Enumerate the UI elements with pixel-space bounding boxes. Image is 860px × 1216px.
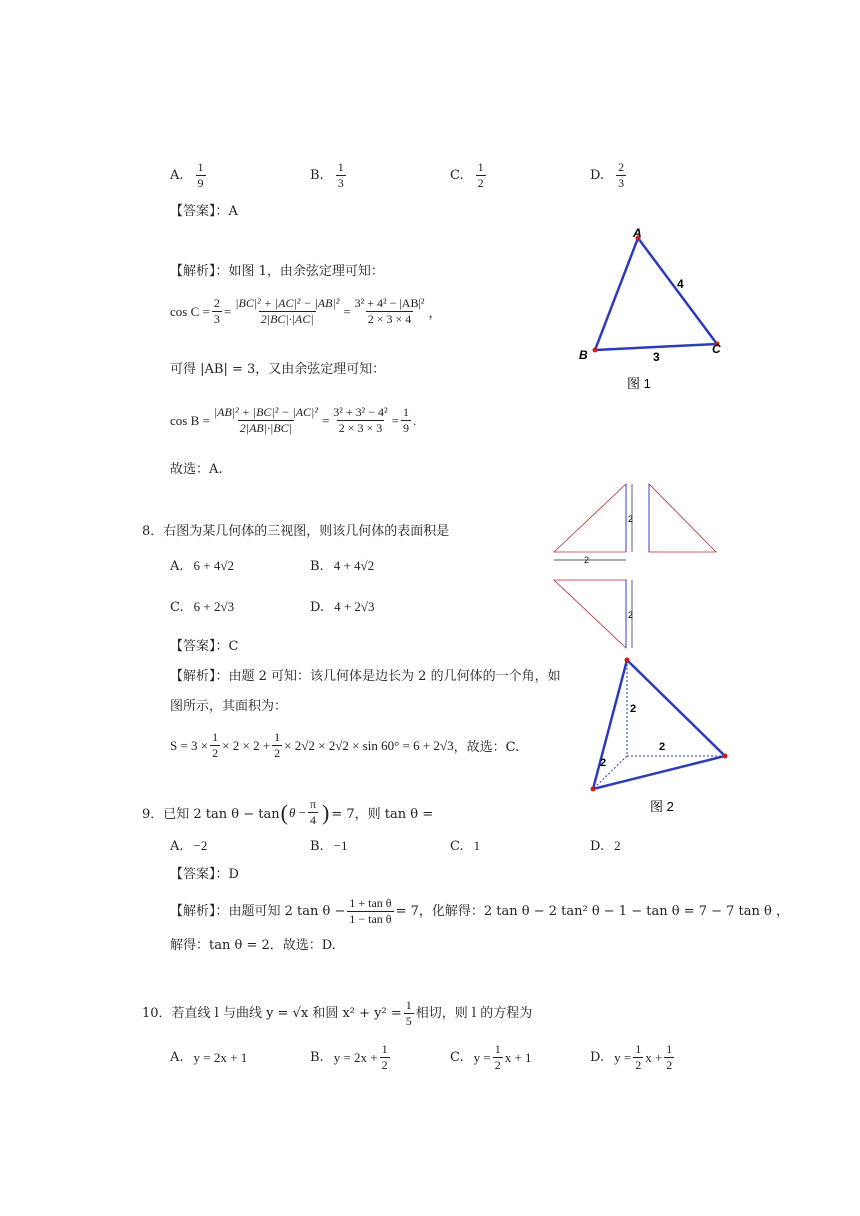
q8-analysis-line-1: 【解析】：由题 2 可知：该几何体是边长为 2 的几何体的一个角，如 [170, 669, 561, 684]
q7-option-c: C. $\frac{1}{2}$ [450, 160, 484, 190]
q7-options [170, 160, 730, 191]
three-views-figure [548, 478, 728, 653]
q9-answer: 【答案】：D [170, 867, 239, 882]
front-view-height-label: 2 [628, 514, 634, 524]
q7-cosC-equation: cos C = $\frac{2}{3}$ = $\frac{\text{|BC|² + |AC|² − |AB|²}}{2|BC|\cdot|AC|}$ = $\frac{\text{3² + 4² − |AB|²}}{2 \times 3 \times 4}$ ， [170, 296, 442, 326]
q9-option-c: C. 1 [450, 838, 481, 854]
q7-option-b: B. $\frac{1}{3}$ [310, 160, 344, 190]
q7-option-a: A. $\frac{1}{9}$ [170, 160, 204, 190]
q9-option-a: A. −2 [170, 838, 208, 854]
top-view-height-label: 2 [628, 610, 634, 620]
q8-option-a: A. 6 + 4√2 [170, 558, 234, 574]
q9-solve: 解得：tan θ = 2．故选：D. [170, 938, 336, 953]
q8-option-d: D. 4 + 2√3 [310, 599, 375, 615]
q10-option-a: A. y = 2x + 1 [170, 1049, 248, 1065]
q8-options-row-1 [170, 558, 450, 574]
vertex-a-label: A [633, 226, 642, 240]
q8-analysis-line-2: 图所示，其面积为： [170, 699, 288, 714]
q9-options [170, 838, 730, 854]
side-ac-label: 4 [677, 277, 684, 291]
q10-options [170, 1042, 730, 1073]
edge-horizontal-label: 2 [659, 741, 666, 753]
q9-option-b: B. −1 [310, 838, 348, 854]
q10-option-c: C. y = $\frac{1}{2}$ x + 1 [450, 1042, 532, 1072]
q10-option-d: D. y = $\frac{1}{2}$ x + $\frac{1}{2}$ [590, 1042, 673, 1072]
q9-option-d: D. 2 [590, 838, 621, 854]
figure-1-triangle [565, 222, 735, 397]
vertex-c-label: C [712, 342, 721, 356]
side-bc-label: 3 [653, 350, 660, 364]
q7-answer: 【答案】：A [170, 204, 238, 219]
vertex-b-label: B [579, 348, 588, 362]
q7-get-ab: 可得 |AB| = 3，又由余弦定理可知： [170, 362, 386, 377]
q7-choose: 故选：A. [170, 462, 223, 477]
q8-area-formula: S = 3 × $\frac{1}{2}$ × 2 × 2 + $\frac{1}{2}$ × 2√2 × 2√2 × sin 60° = 6 + 2√3 ，故选：C. [170, 730, 520, 760]
edge-vertical-label: 2 [630, 703, 637, 715]
figure-2-caption: 图 2 [650, 799, 674, 814]
width-dimension-label: 2 [584, 555, 590, 565]
q10-option-b: B. y = 2x + $\frac{1}{2}$ [310, 1042, 388, 1072]
figure-1-caption: 图 1 [627, 376, 651, 391]
q10-stem: 10．若直线 l 与曲线 y = √x 和圆 x² + y² = $\frac{1}{5}$ 相切，则 l 的方程为 [142, 998, 533, 1028]
q9-analysis: 【解析】：由题可知 2 tan θ − $\frac{\text{1 + tan θ}}{\text{1 − tan θ}}$ = 7，化解得：2 tan θ − 2 tan² θ − 1 − tan θ = 7 − 7 tan θ ， [170, 896, 789, 926]
q8-option-b: B. 4 + 4√2 [310, 558, 375, 574]
q8-option-c: C. 6 + 2√3 [170, 599, 235, 615]
q7-cosB-equation: cos B = $\frac{\text{|AB|² + |BC|² − |AC|²}}{2|AB|\cdot|BC|}$ = $\frac{\text{3² + 3² − 4²}}{2 \times 3 \times 3}$ = $\frac{1}{9}$ . [170, 405, 417, 435]
q7-analysis-intro: 【解析】：如图 1，由余弦定理可知： [170, 264, 384, 279]
q8-stem: 8．右图为某几何体的三视图，则该几何体的表面积是 [142, 524, 450, 539]
figure-2-tetrahedron [580, 652, 760, 822]
q9-stem: 9．已知 2 tan θ − tan ( θ − $\frac{\pi}{4}$ ) = 7，则 tan θ = [142, 797, 434, 827]
q8-answer: 【答案】：C [170, 639, 239, 654]
q8-options-row-2 [170, 599, 450, 615]
edge-depth-label: 2 [600, 757, 607, 769]
q7-option-d: D. $\frac{2}{3}$ [590, 160, 625, 190]
